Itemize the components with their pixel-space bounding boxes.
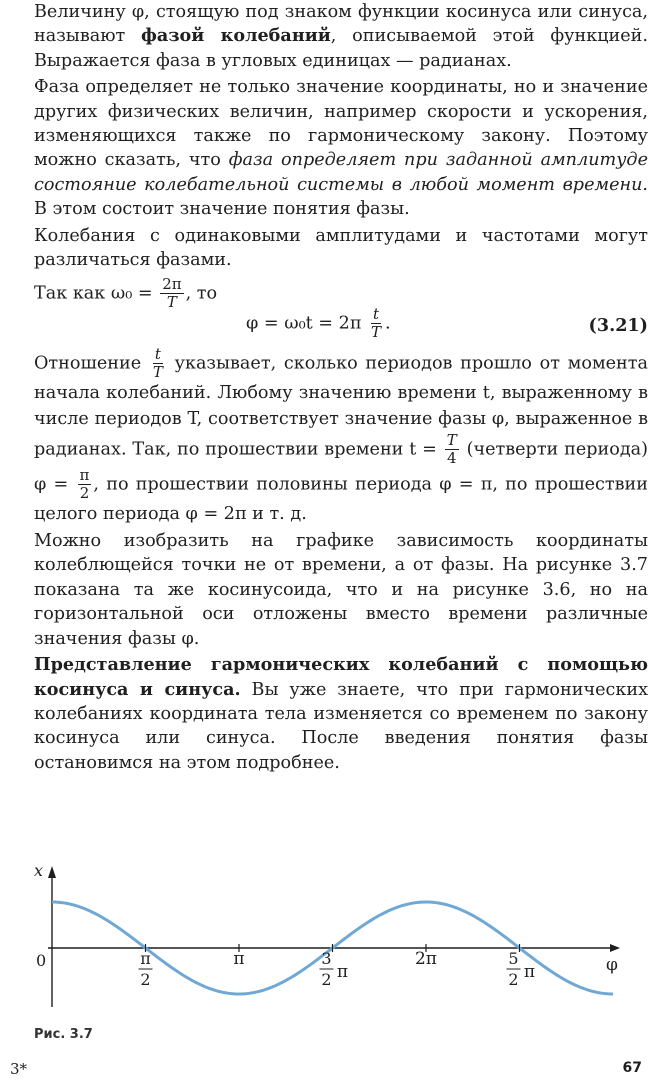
x-tick-label-den: 2 bbox=[508, 970, 519, 989]
body-text bbox=[34, 0, 648, 775]
x-tick-label-num: 5 bbox=[508, 949, 519, 968]
x-tick-label-num: 3 bbox=[321, 949, 332, 968]
cosine-phase-graph bbox=[28, 862, 628, 1012]
fraction-2pi-over-T bbox=[160, 276, 183, 311]
y-axis-label: x bbox=[34, 862, 44, 880]
formula-block bbox=[34, 276, 648, 340]
p2-italic: фаза определяет при заданной амплитуде состояние колебательной системы в любой момент времени bbox=[34, 150, 648, 195]
signature-mark: 3* bbox=[10, 1060, 28, 1078]
frac-den: 4 bbox=[446, 448, 457, 467]
frac-den: T bbox=[166, 293, 177, 312]
p2-before: Фаза определяет не только значение координаты, но и значение других физических величин, например скорости и ускорения, изменяющихся также по гармоническому закону. Поэтому можно сказать, что bbox=[34, 77, 648, 171]
p1-before: Величину φ, стоящую под знаком функции косинуса или синуса, называют bbox=[34, 2, 648, 47]
p4-s4: , по прошествии половины периода φ = π, по прошествии целого периода φ = 2π и т. д. bbox=[34, 474, 649, 524]
x-tick-label-num: π bbox=[140, 949, 151, 968]
frac-den: 2 bbox=[79, 483, 90, 502]
frac-den: T bbox=[152, 363, 163, 382]
fraction-pi-over-2 bbox=[78, 467, 92, 502]
p1-after: , описываемой этой функцией. Выражается фаза в угловых единицах — радианах. bbox=[34, 26, 648, 71]
formula-main-after: . bbox=[385, 313, 391, 334]
p2-after: . В этом состоит значение понятия фазы. bbox=[34, 174, 648, 220]
x-tick-label-den: 2 bbox=[140, 970, 151, 989]
formula-lead-after: , то bbox=[185, 283, 218, 304]
p6-after: Вы уже знаете, что при гармонических колебаниях координата тела изменяется со временем по закону косинуса или синуса. После введения понятия фазы остановимся на этом подробнее. bbox=[34, 679, 648, 773]
p4-s2: указывает, сколько периодов прошло от момента начала колебаний. Любому значению времени t, выраженному в числе периодов T, соответствует значение фазы φ, выраженное в радианах. Так, по прошествии времени t = bbox=[34, 353, 648, 460]
paragraph-phase-definition bbox=[34, 0, 648, 73]
fraction-t-over-T-inline bbox=[151, 346, 165, 381]
x-tick-label-pi: π bbox=[523, 962, 536, 982]
page-number: 67 bbox=[622, 1060, 642, 1076]
formula-lead-text: Так как ω₀ = bbox=[34, 283, 153, 304]
fraction-T-over-4 bbox=[445, 432, 459, 467]
origin-label: 0 bbox=[36, 951, 47, 970]
paragraph-graph-phase: Можно изобразить на графике зависимость координаты колеблющейся точки не от времени, а от фазы. На рисунке 3.7 показана та же косинусоида, что и на рисунке 3.6, но на горизонтальной оси отложены вместо времени различные значения фазы φ. bbox=[34, 531, 648, 649]
p4-s3: (четверти периода) φ = bbox=[34, 439, 649, 495]
term-phase: фазой колебаний bbox=[141, 25, 331, 47]
formula-main-text: φ = ω₀t = 2π bbox=[246, 313, 362, 334]
p4-s1: Отношение bbox=[34, 353, 142, 374]
x-tick-label: π bbox=[233, 949, 245, 969]
section-heading-inline: Представление гармонических колебаний с помощью косинуса и синуса. bbox=[34, 654, 648, 700]
frac-num: T bbox=[446, 430, 457, 449]
paragraph-phase-meaning bbox=[34, 75, 648, 221]
frac-num: 2π bbox=[162, 275, 182, 294]
frac-num: t bbox=[154, 345, 161, 364]
x-axis-label: φ bbox=[606, 955, 618, 975]
paragraph-ratio bbox=[34, 346, 648, 527]
formula-lead bbox=[34, 276, 217, 311]
fraction-t-over-T bbox=[369, 306, 383, 341]
formula-main bbox=[246, 306, 391, 341]
paragraph-phase-difference: Колебания с одинаковыми амплитудами и частотами могут различаться фазами. bbox=[34, 225, 648, 271]
paragraph-representation bbox=[34, 653, 648, 775]
x-axis-arrow bbox=[610, 944, 620, 952]
equation-number: (3.21) bbox=[588, 315, 648, 337]
frac-num: t bbox=[372, 305, 380, 324]
frac-den: T bbox=[371, 323, 382, 342]
x-tick-label-den: 2 bbox=[321, 970, 332, 989]
frac-num: π bbox=[79, 465, 90, 484]
figure-caption: Рис. 3.7 bbox=[34, 1027, 93, 1042]
x-tick-label: 2π bbox=[414, 949, 437, 969]
x-tick-label-pi: π bbox=[336, 962, 349, 982]
y-axis-arrow bbox=[48, 866, 56, 878]
